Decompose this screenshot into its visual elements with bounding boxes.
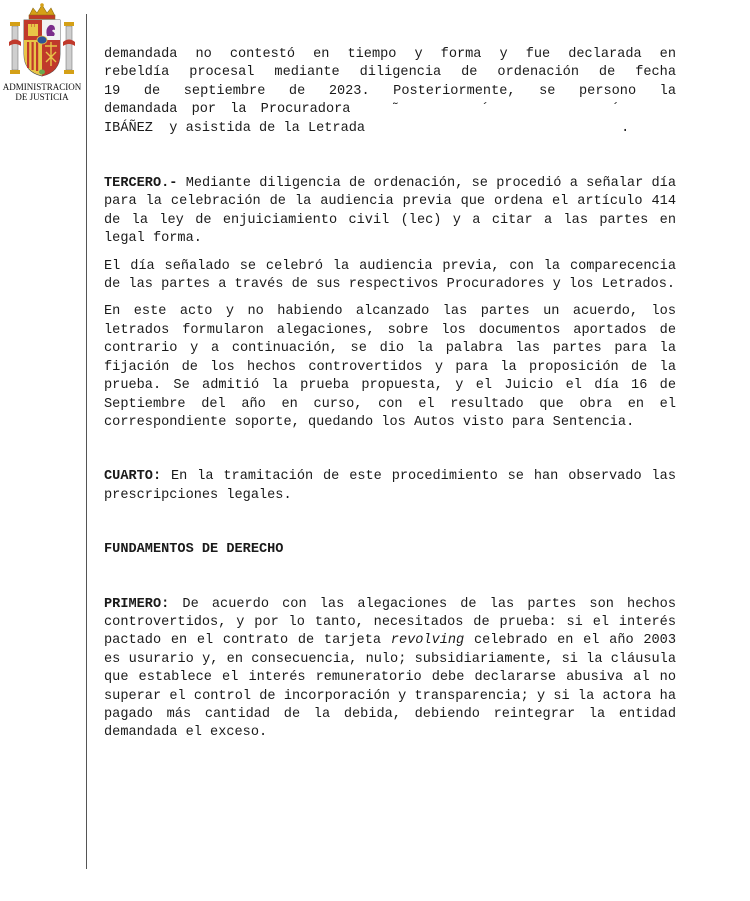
- paragraph-line: demandada no contestó en tiempo y forma y fue declarada en: [104, 47, 676, 62]
- cuarto-paragraph: [104, 468, 676, 505]
- paragraph-line: [104, 101, 676, 119]
- document-body: [104, 46, 676, 743]
- sentence-end: .: [621, 120, 630, 136]
- org-name-line-2: DE JUSTICIA: [15, 92, 69, 102]
- primero-text-a: De acuerdo con las alegaciones de las partes son hechos controvertidos, y por lo tanto, necesitados de prueba: si el interés pactado en el contrato de tarjeta: [104, 596, 676, 649]
- revolving-term: revolving: [390, 633, 465, 649]
- tercero-text: Mediante diligencia de ordenación, se procedió a señalar día para la celebración de la audiencia previa que ordena el artículo 414 de la ley de enjuiciamiento civil (lec) y a citar a las partes en legal forma.: [104, 176, 676, 247]
- cuarto-text: En la tramitación de este procedimiento se han observado las prescripciones legales.: [104, 469, 676, 503]
- paragraph-line: 19 de septiembre de 2023. Posteriormente, se persono la: [104, 83, 676, 99]
- redacted-surname: IBÁÑEZ: [104, 120, 153, 136]
- primero-paragraph: [104, 596, 676, 743]
- primero-text-b: celebrado en el año 2003 es usurario y, en consecuencia, nulo; subsidiariamente, si la cláusula que establece el interés remuneratorio debe declararse abusiva al no superar el control de incorporación y transparencia; y si la actora ha pagado más cantidad de la debida, debiendo reintegrar la entidad demandada el exceso.: [104, 633, 676, 741]
- tercero-label: TERCERO.-: [104, 176, 178, 192]
- procuradora-label: demandada por la Procuradora: [104, 102, 351, 118]
- dia-paragraph: El día señalado se celebró la audiencia previa, con la comparecencia de las partes a través de sus respectivos Procuradores y los Letrados.: [104, 258, 676, 293]
- tercero-paragraph: [104, 175, 676, 249]
- paragraph-line: [104, 120, 676, 138]
- section-title: FUNDAMENTOS DE DERECHO: [104, 542, 284, 558]
- cuarto-label: CUARTO:: [104, 469, 162, 485]
- paragraph-line: rebeldía procesal mediante diligencia de ordenación de fecha: [104, 65, 676, 81]
- coat-of-arms-icon: [7, 2, 77, 82]
- header-emblem: [2, 2, 82, 102]
- acto-paragraph: En este acto y no habiendo alcanzado las partes un acuerdo, los letrados formularon alegaciones, sobre los documentos aportados de contrario y a continuación, se dio la palabra las partes para la fijación de los hechos controvertidos y para la proposición de la prueba. Se admitió la prueba propuesta, y el Juicio el día 16 de Septiembre del año en curso, con el resultado que obra en el correspondiente soporte, quedando los Autos visto para Sentencia.: [104, 304, 676, 430]
- margin-rule: [86, 14, 87, 869]
- primero-label: PRIMERO:: [104, 596, 170, 612]
- org-name-line-1: ADMINISTRACION: [2, 82, 82, 92]
- letrada-text: y asistida de la Letrada: [169, 120, 366, 136]
- redacted-name-diacritics: ˜ ´ ´: [391, 102, 620, 118]
